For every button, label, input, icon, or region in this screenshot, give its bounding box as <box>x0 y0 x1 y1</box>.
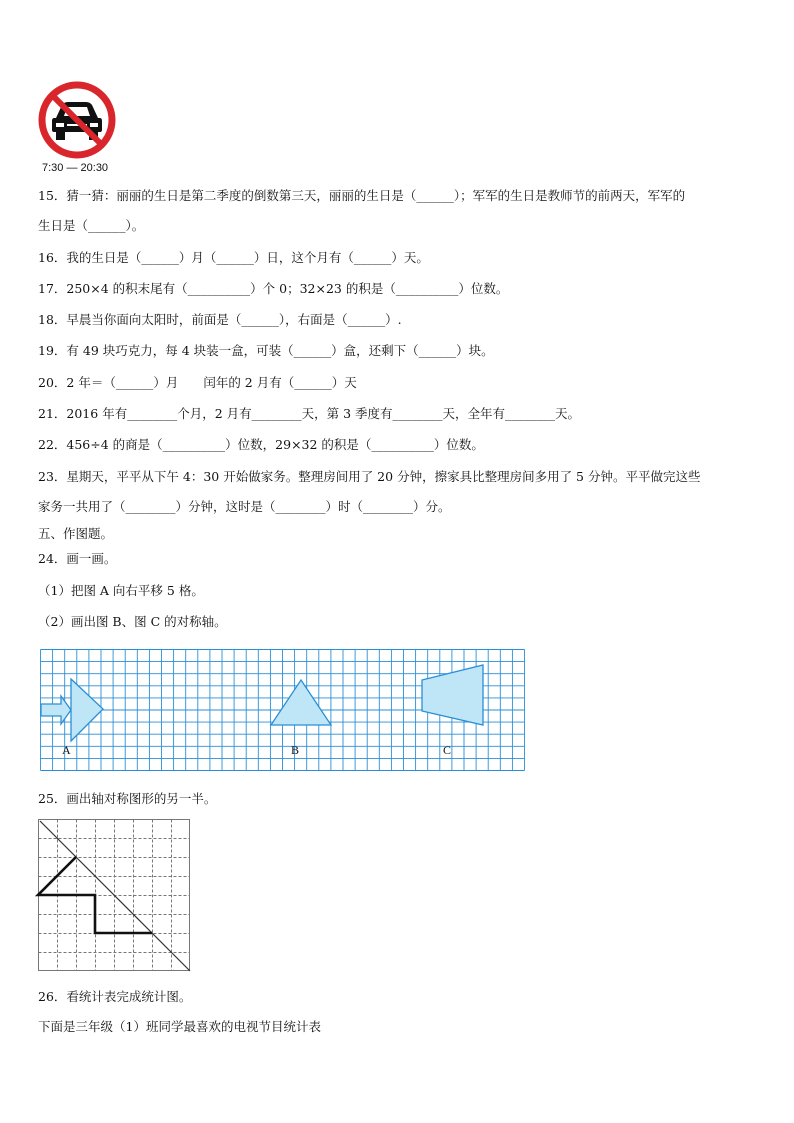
question-23-line1: 23．星期天，平平从下午 4：30 开始做家务。整理房间用了 20 分钟，擦家具比整理房间多用了 5 分钟。平平做完这些 <box>38 469 701 484</box>
question-15-line1: 15．猜一猜：丽丽的生日是第二季度的倒数第三天，丽丽的生日是（______）；军军的生日是教师节的前两天，军军的 <box>38 188 686 203</box>
sign-time-text: 7:30 — 20:30 <box>42 162 109 174</box>
figure-b-triangle <box>271 680 331 725</box>
question-17: 17．250×4 的积末尾有（__________）个 0；32×23 的积是（__________）位数。 <box>38 281 509 296</box>
question-18: 18．早晨当你面向太阳时，前面是（______），右面是（______）. <box>38 312 402 327</box>
symmetry-grid <box>38 819 192 973</box>
question-24-part-2: （2）画出图 B、图 C 的对称轴。 <box>38 614 227 629</box>
label-a: A <box>62 743 71 757</box>
translation-grid <box>40 649 530 773</box>
label-c: C <box>443 743 452 757</box>
question-21: 21．2016 年有________个月，2 月有________天，第 3 季度有________天，全年有________天。 <box>38 406 581 421</box>
question-16: 16．我的生日是（______）月（______）日，这个月有（______）天。 <box>38 250 429 265</box>
question-26-description: 下面是三年级（1）班同学最喜欢的电视节目统计表 <box>38 1019 321 1034</box>
question-19: 19．有 49 块巧克力，每 4 块装一盒，可装（______）盒，还剩下（______）块。 <box>38 343 494 358</box>
figure-a-triangle <box>71 679 103 741</box>
question-22: 22．456÷4 的商是（__________）位数，29×32 的积是（__________）位数。 <box>38 437 484 452</box>
question-26: 26．看统计表完成统计图。 <box>38 989 192 1004</box>
question-24: 24．画一画。 <box>38 551 117 566</box>
question-20: 20．2 年＝（______）月 闰年的 2 月有（______）天 <box>38 375 357 390</box>
section-5-heading: 五、作图题。 <box>38 526 114 541</box>
question-23-line2: 家务一共用了（________）分钟，这时是（________）时（________）分。 <box>38 499 451 514</box>
no-car-sign-icon <box>37 80 117 160</box>
question-25: 25．画出轴对称图形的另一半。 <box>38 791 217 806</box>
figure-a-shape <box>41 696 71 724</box>
question-15-line2: 生日是（______）。 <box>38 218 145 233</box>
label-b: B <box>291 743 300 757</box>
question-24-part-1: （1）把图 A 向右平移 5 格。 <box>38 583 204 598</box>
